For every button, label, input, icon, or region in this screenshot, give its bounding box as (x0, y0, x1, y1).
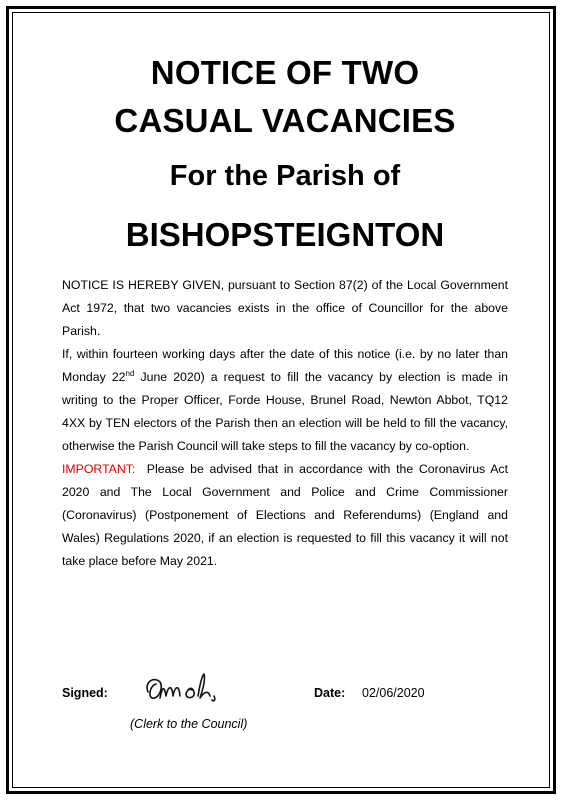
important-label: IMPORTANT: (62, 462, 136, 476)
important-text: Please be advised that in accordance with the Coronavirus Act 2020 and The Local Government and Police and Crime Commissioner (Coronavirus) (Postponement of Elections and Referendums) (England and Wales) Regulations 2020, if an election is requested to fill this vacancy it will not take place before May 2021. (62, 462, 512, 568)
paragraph-election-request (62, 343, 508, 458)
parish-name: BISHOPSTEIGNTON (125, 216, 445, 253)
clerk-caption: (Clerk to the Council) (130, 717, 248, 731)
notice-title-line-2: CASUAL VACANCIES (114, 102, 456, 139)
date-label: Date: (314, 686, 346, 700)
handwritten-signature (140, 670, 260, 710)
ordinal-suffix: nd (125, 368, 135, 378)
notice-body (62, 274, 512, 573)
signed-label: Signed: (62, 686, 108, 700)
paragraph-important (62, 458, 512, 573)
notice-subtitle: For the Parish of (169, 160, 401, 192)
paragraph-election-request-part2: June 2020) a request to fill the vacancy by election is made in writing to the Proper Officer, Forde House, Brunel Road, Newton Abbot, TQ12 4XX by TEN electors of the Parish then an election will be held to fill the vacancy, otherwise the Parish Council will take steps to fill the vacancy by co-option. (62, 370, 508, 453)
notice-title-line-1: NOTICE OF TWO (150, 54, 420, 91)
date-value: 02/06/2020 (362, 686, 425, 700)
paragraph-election-request-part1: If, within fourteen working days after the date of this notice (i.e. by no later than Monday 22 (62, 347, 508, 384)
paragraph-notice-given: NOTICE IS HEREBY GIVEN, pursuant to Section 87(2) of the Local Government Act 1972, that two vacancies exists in the office of Councillor for the above Parish. (62, 278, 508, 338)
